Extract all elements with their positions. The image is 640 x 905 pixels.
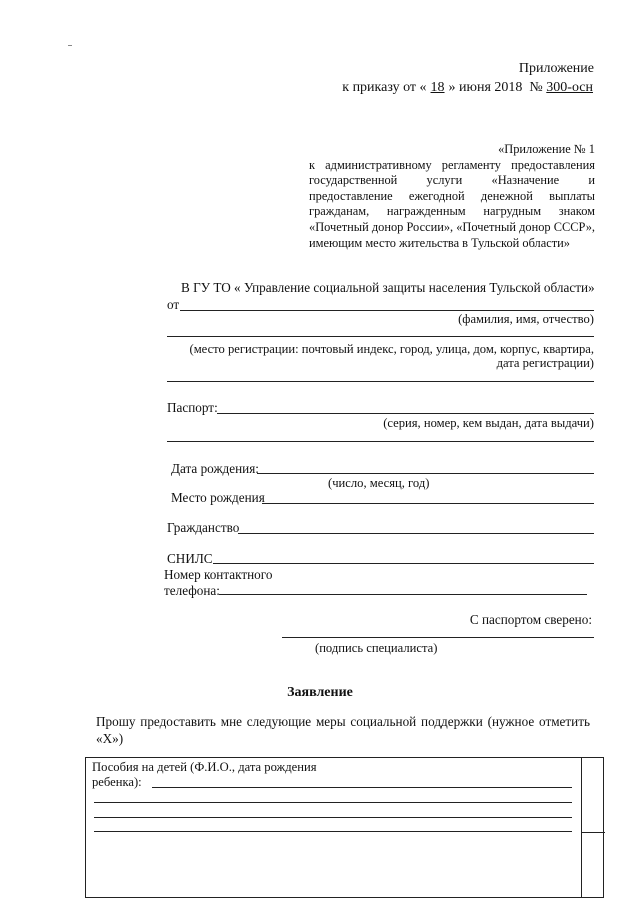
statement-request: Прошу предоставить мне следующие меры социальной поддержки (нужное отметить «Х») xyxy=(96,714,590,746)
phone-label-line2: телефона: xyxy=(164,583,220,598)
phone-input-line[interactable] xyxy=(219,594,587,595)
birth-date-caption: (число, месяц, год) xyxy=(328,476,430,490)
passport-extra-line[interactable] xyxy=(167,441,594,442)
passport-label: Паспорт: xyxy=(167,400,218,415)
fio-extra-line[interactable] xyxy=(167,336,594,337)
signature-caption: (подпись специалиста) xyxy=(315,641,438,655)
child-benefit-line-2[interactable] xyxy=(94,802,572,803)
passport-input-line[interactable] xyxy=(217,413,594,414)
snils-input-line[interactable] xyxy=(213,563,594,564)
signature-line[interactable] xyxy=(282,637,594,638)
from-input-line[interactable] xyxy=(180,310,594,311)
birth-date-label: Дата рождения: xyxy=(171,461,259,476)
phone-label-line1: Номер контактного xyxy=(164,567,273,582)
passport-caption: (серия, номер, кем выдан, дата выдачи) xyxy=(383,416,594,430)
birth-place-input-line[interactable] xyxy=(262,503,594,504)
order-number-sign: № xyxy=(529,80,543,95)
child-benefit-label: Пособия на детей (Ф.И.О., дата рождения ребенка): xyxy=(92,760,317,789)
order-day: 18 xyxy=(430,80,445,95)
support-measures-table xyxy=(85,757,604,898)
order-month-year: » июня 2018 xyxy=(448,80,523,95)
appendix-title: Приложение xyxy=(518,61,594,76)
regulation-reference xyxy=(309,142,595,251)
citizenship-input-line[interactable] xyxy=(238,533,594,534)
child-benefit-line-4[interactable] xyxy=(94,831,572,832)
fio-caption: (фамилия, имя, отчество) xyxy=(458,312,594,326)
child-benefit-checkbox[interactable] xyxy=(581,758,605,832)
birth-date-input-line[interactable] xyxy=(257,473,594,474)
reference-first-line: «Приложение № 1 xyxy=(498,142,595,156)
reference-body: к административному регламенту предоставления государственной услуги «Назначение и предоставление ежегодной денежной выплаты гражданам, награжденным нагрудным знаком «Почетный донор России», «Почетный донор СССР», имеющим место жительства в Тульской области» xyxy=(309,157,595,250)
from-label: от xyxy=(167,297,180,312)
child-benefit-line-1[interactable] xyxy=(152,787,572,788)
checkbox-cell-rule xyxy=(581,832,605,833)
order-prefix: к приказу от « xyxy=(342,80,427,95)
scan-speck xyxy=(68,45,72,46)
statement-title: Заявление xyxy=(287,685,353,700)
passport-verified-label: С паспортом сверено: xyxy=(469,612,592,627)
address-caption: (место регистрации: почтовый индекс, город, улица, дом, корпус, квартира, xyxy=(189,342,594,356)
address-input-line[interactable] xyxy=(167,381,594,382)
address-caption-2: дата регистрации) xyxy=(496,356,594,370)
citizenship-label: Гражданство xyxy=(167,520,240,535)
order-number: 300-осн xyxy=(546,80,593,95)
addressee-line: В ГУ ТО « Управление социальной защиты населения Тульской области» xyxy=(181,280,595,295)
order-reference xyxy=(342,80,593,97)
child-benefit-line-3[interactable] xyxy=(94,817,572,818)
snils-label: СНИЛС xyxy=(167,551,213,566)
birth-place-label: Место рождения xyxy=(171,490,265,505)
